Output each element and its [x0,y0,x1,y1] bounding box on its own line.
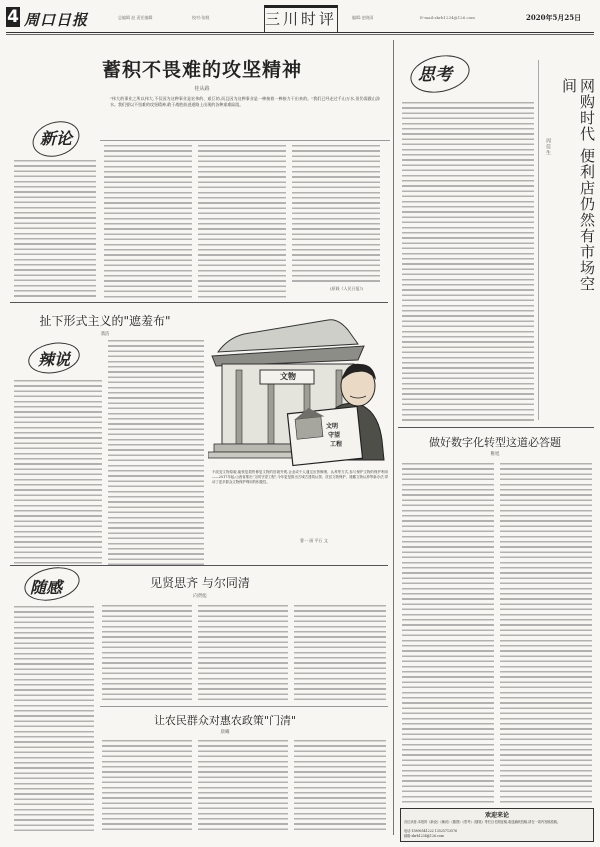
column-tag-sikao: 思考 [418,65,452,85]
illustration-board-line-2: 守望 [328,432,341,439]
welcome-box [400,808,594,842]
illustration-board-line-3: 工程 [330,441,343,448]
article-3-col-1 [14,606,94,831]
article-4-title: 让农民群众对惠农政策"门清" [153,714,297,727]
article-1-author: 桂从路 [194,86,210,92]
article-1-col-4 [292,145,380,283]
article-4-col-3 [294,740,386,832]
article-1-col-2 [104,145,192,298]
article-4-col-2 [198,740,288,832]
welcome-box-line-2: 电话:15896541222 13525713576 [404,829,458,833]
article-2-col-1 [14,380,102,565]
masthead-info-right: 编辑:史晓雨 [352,15,374,20]
paper-name: 周口日报 [24,11,89,29]
article-2-col-2 [108,340,204,565]
illustration-board-line-1: 文明 [326,423,339,430]
article-1-col-3 [198,145,286,298]
article-1-col-1 [14,160,96,298]
article-4-col-1 [102,740,192,832]
article-3-col-4 [294,605,386,703]
masthead-rule-2 [6,34,594,35]
article-6-title: 做好数字化转型这道必答题 [429,436,561,449]
article-5-title: 网购时代 便利店仍然有市场空间 [560,78,596,292]
masthead-email: E-mail:zkrb1234@126.com [420,15,475,20]
article-3-col-3 [198,605,288,703]
article-6-col-2 [500,463,592,803]
article-3-author: 向贤彪 [193,594,207,599]
welcome-box-line-1: 各位读者,本报的《新论》《辣说》《随感》《思考》《随笔》等栏目长期征稿,欢迎踊跃投稿,请在一周内发稿投稿。 [404,820,561,824]
masthead-info-left: 总编辑 赵 责任编辑 [118,15,153,20]
article-3-col-2 [102,605,192,703]
article-6-col-1 [402,463,494,803]
page-number: 4 [7,7,19,27]
column-tag-suigan: 随感 [30,578,63,597]
masthead-editor: 校对:张舰 [192,15,210,20]
article-5-author: 周佳生 [545,138,551,156]
welcome-box-line-3: 邮箱:zkrb1234@126.com [404,834,444,838]
column-tag-lashuo: 辣说 [38,350,71,369]
masthead-date: 2020年5月25日 [526,13,582,22]
article-4-author: 晨曦 [220,730,230,735]
masthead [0,0,600,40]
article-1-title: 蓄积不畏难的攻坚精神 [101,59,302,81]
welcome-box-title: 欢迎来论 [484,812,509,819]
article-3-title: 见贤思齐 与尔同清 [150,576,250,590]
article-1-source: (原载《人民日报》) [330,286,364,291]
article-6-author: 稚旭 [490,452,500,457]
illustration-caption: 不改变文物原貌,能恢复损伤修复文物的旧貌外观,企业或个人通过出资修缮、认养等方式,参与保护文物的保护利用——2017年起,山西省推出"文明守望工程",今年更是推出古城古建筑认领、扶贫文物保护、援藏文物认养等新办法,带动了更多群众文物保护利用的积极性。 [212,470,388,484]
article-2-author: 翡洁 [100,332,110,337]
illustration-sign-text: 文物 [280,371,296,381]
illustration-credit: 曹一 画 平石 文 [300,538,328,543]
article-1-lead: "伟大的事业之所以伟大,不仅因为这种事业是宏伟的、艰巨的,而且因为这种事业是一棒接着一棒接力干出来的。"我们已经走过千山万水,但仍需跋山涉水。我们要以不畏难的攻坚精神,敢于战胜前进道路上出现的各种艰难险阻。 [110,96,380,107]
article-2-title: 扯下形式主义的"遮羞布" [39,314,171,328]
column-tag-xinlun: 新论 [40,129,73,148]
masthead-rule [6,32,594,33]
article-5-col-1 [402,102,534,422]
section-name: 三川时评 [264,10,337,28]
